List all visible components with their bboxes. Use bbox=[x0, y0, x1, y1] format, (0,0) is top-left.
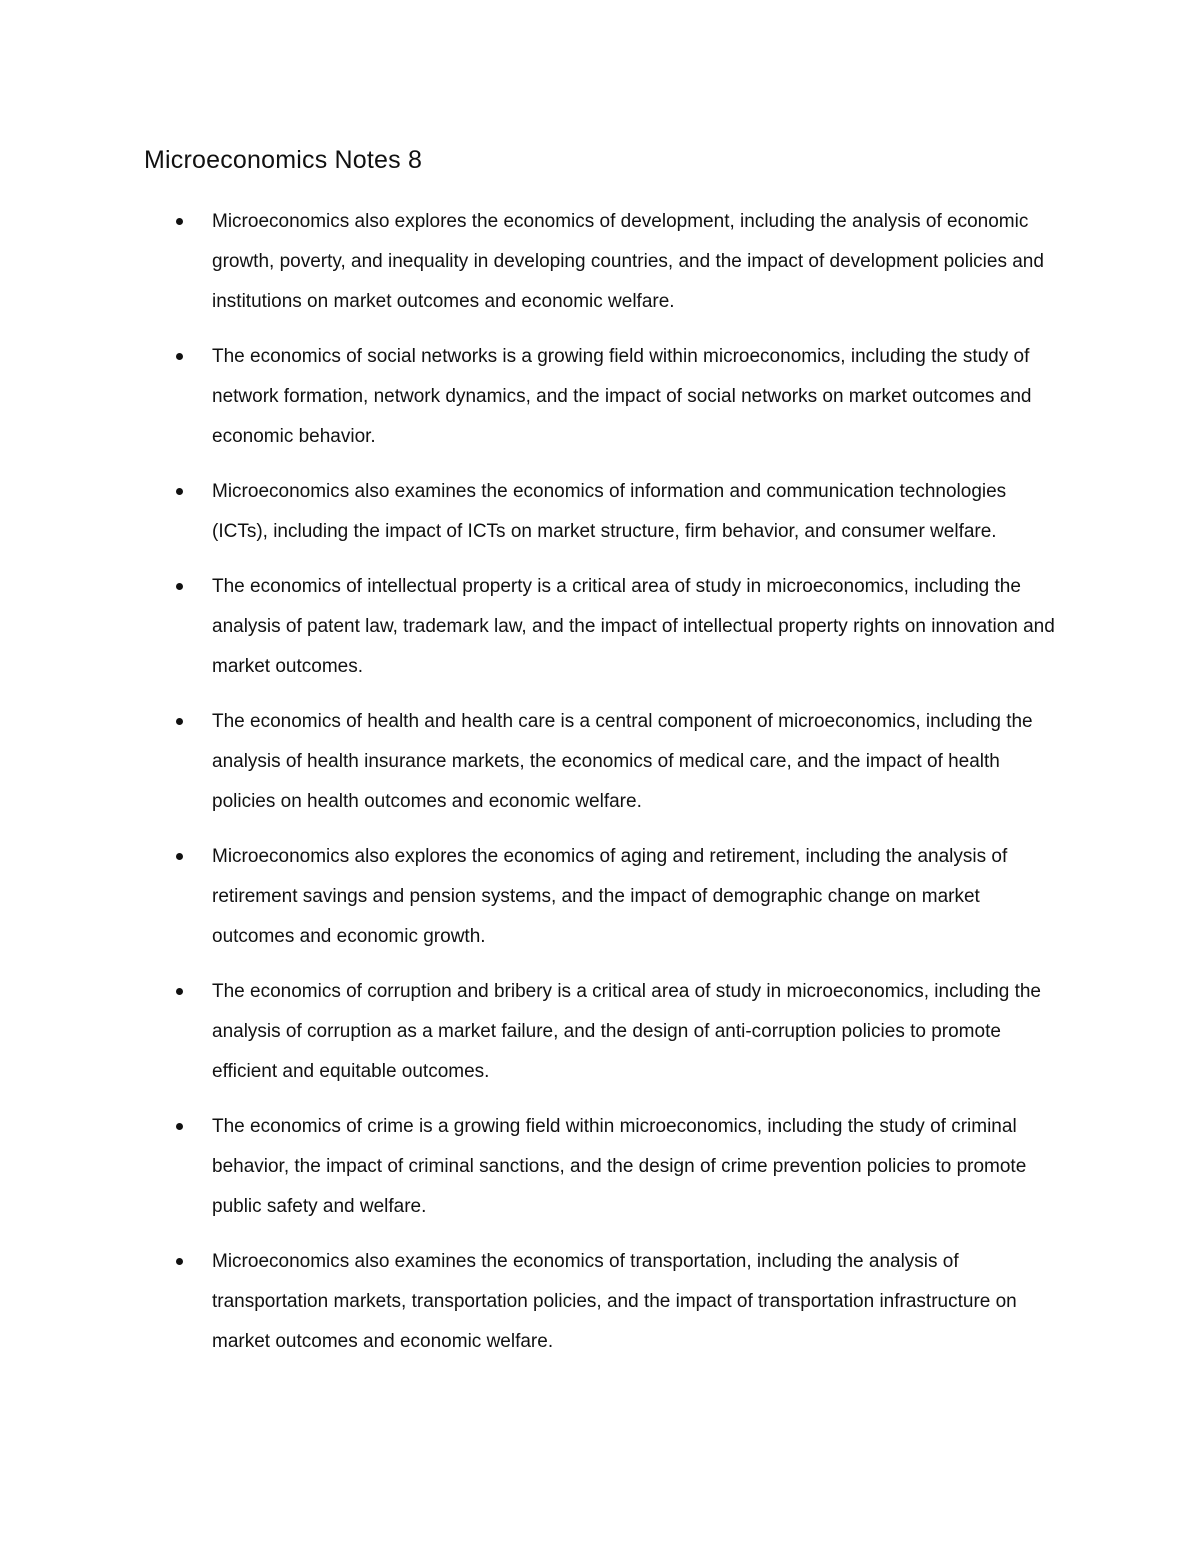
bullet-item-2 bbox=[0, 337, 1060, 457]
bullet-item-3 bbox=[0, 472, 1060, 552]
bullet-text: The economics of social networks is a growing field within microeconomics, including the study of network formation, network dynamics, and the impact of social networks on market outcomes and economic behavior. bbox=[212, 346, 1032, 447]
bullet-icon bbox=[176, 988, 183, 995]
bullet-text: The economics of health and health care is a central component of microeconomics, including the analysis of health insurance markets, the economics of medical care, and the impact of health policies on health outcomes and economic welfare. bbox=[212, 711, 1033, 812]
bullet-text: The economics of crime is a growing field within microeconomics, including the study of criminal behavior, the impact of criminal sanctions, and the design of crime prevention policies to promote public safety and welfare. bbox=[212, 1116, 1027, 1217]
bullet-icon bbox=[176, 1258, 183, 1265]
bullet-item-1 bbox=[0, 202, 1060, 322]
bullet-item-6 bbox=[0, 837, 1060, 957]
bullet-text: Microeconomics also examines the economics of transportation, including the analysis of transportation markets, transportation policies, and the impact of transportation infrastructure on market outcomes and economic welfare. bbox=[212, 1251, 1017, 1352]
bullet-item-9 bbox=[0, 1242, 1060, 1362]
bullet-text: Microeconomics also explores the economics of development, including the analysis of economic growth, poverty, and inequality in developing countries, and the impact of development policies and institutions on market outcomes and economic welfare. bbox=[212, 211, 1044, 312]
bullet-icon bbox=[176, 853, 183, 860]
bullet-item-7 bbox=[0, 972, 1060, 1092]
bullet-icon bbox=[176, 583, 183, 590]
bullet-item-8 bbox=[0, 1107, 1060, 1227]
bullet-list bbox=[0, 202, 1200, 1377]
bullet-icon bbox=[176, 718, 183, 725]
bullet-text: The economics of intellectual property is a critical area of study in microeconomics, including the analysis of patent law, trademark law, and the impact of intellectual property rights on innovation and market outcomes. bbox=[212, 576, 1055, 677]
bullet-text: The economics of corruption and bribery is a critical area of study in microeconomics, including the analysis of corruption as a market failure, and the design of anti-corruption policies to promote efficient and equitable outcomes. bbox=[212, 981, 1041, 1082]
document-title: Microeconomics Notes 8 bbox=[144, 146, 423, 174]
bullet-icon bbox=[176, 353, 183, 360]
bullet-item-4 bbox=[0, 567, 1060, 687]
bullet-text: Microeconomics also explores the economics of aging and retirement, including the analysis of retirement savings and pension systems, and the impact of demographic change on market outcomes and economic growth. bbox=[212, 846, 1008, 947]
bullet-icon bbox=[176, 488, 183, 495]
bullet-icon bbox=[176, 1123, 183, 1130]
bullet-text: Microeconomics also examines the economics of information and communication technologies (ICTs), including the impact of ICTs on market structure, firm behavior, and consumer welfare. bbox=[212, 481, 1007, 542]
bullet-item-5 bbox=[0, 702, 1060, 822]
bullet-icon bbox=[176, 218, 183, 225]
